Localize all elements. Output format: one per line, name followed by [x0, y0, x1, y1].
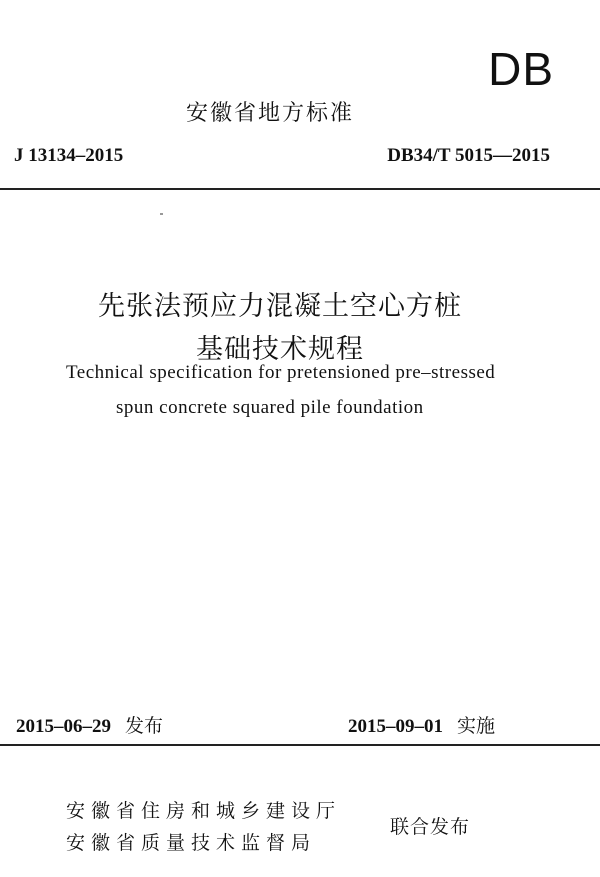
joint-publish-label: 联合发布	[390, 816, 471, 838]
standard-category: 安徽省地方标准	[185, 101, 354, 126]
issue-label: 发布	[125, 715, 164, 737]
title-zh-line1: 先张法预应力混凝土空心方桩	[98, 291, 462, 322]
bottom-divider	[0, 744, 600, 746]
title-en-line1: Technical specification for pretensioned pre–stressed	[66, 362, 496, 383]
standard-number: DB34/T 5015—2015	[387, 145, 550, 166]
top-divider	[0, 188, 600, 190]
publisher-line1: 安徽省住房和城乡建设厅	[66, 800, 342, 822]
title-en-line2: spun concrete squared pile foundation	[116, 397, 424, 418]
issue-date: 2015–06–29	[16, 716, 111, 737]
issue-date-row	[16, 711, 163, 738]
effective-date-row	[348, 711, 495, 738]
record-number: J 13134–2015	[14, 145, 124, 166]
db-logo: DB	[488, 43, 554, 95]
publisher-line2: 安徽省质量技术监督局	[66, 832, 317, 854]
effective-date: 2015–09–01	[348, 716, 443, 737]
effective-label: 实施	[457, 715, 496, 737]
title-zh-line2: 基础技术规程	[196, 334, 364, 365]
scan-speck	[160, 213, 163, 215]
